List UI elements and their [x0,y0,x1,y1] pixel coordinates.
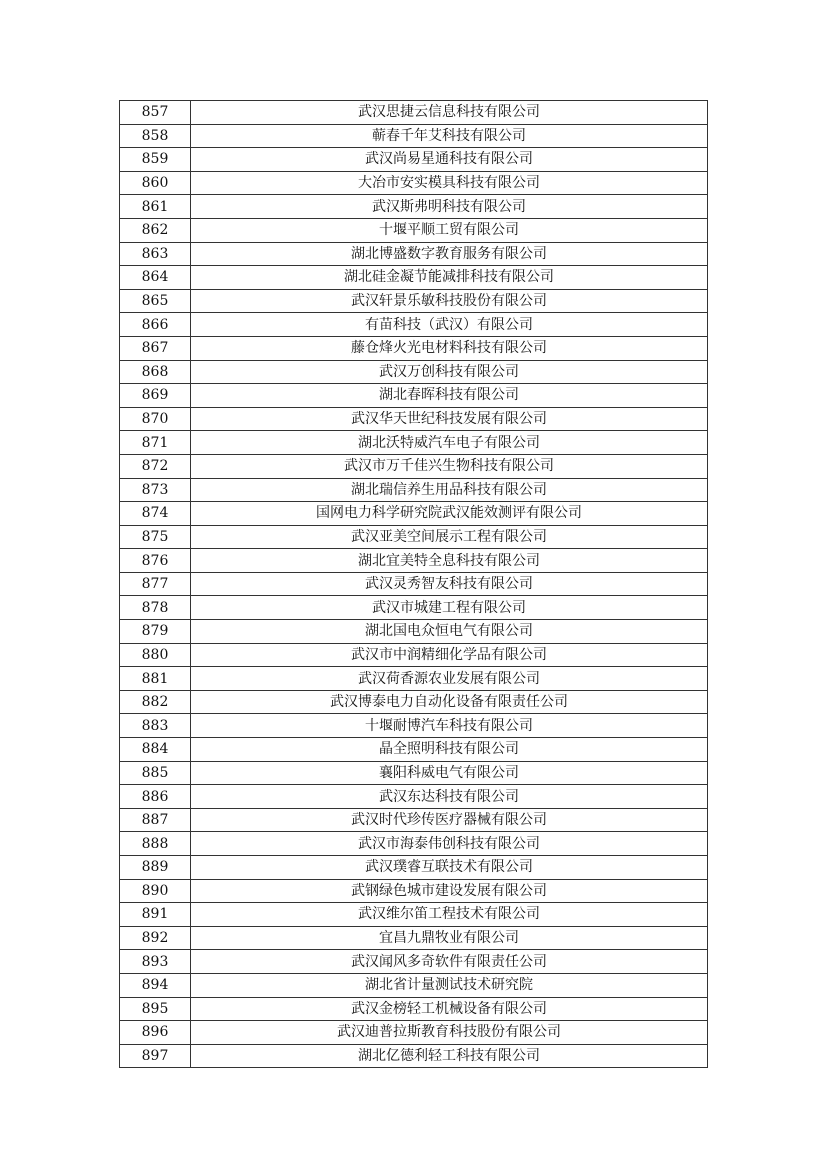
table-row [120,101,708,125]
company-name: 藤仓烽火光电材料科技有限公司 [191,336,708,360]
row-number: 877 [120,572,191,596]
company-name: 武汉尚易星通科技有限公司 [191,148,708,172]
company-name: 武汉市海泰伟创科技有限公司 [191,832,708,856]
row-number: 870 [120,407,191,431]
row-number: 862 [120,218,191,242]
company-name: 湖北瑞信养生用品科技有限公司 [191,478,708,502]
company-name: 武汉迪普拉斯教育科技股份有限公司 [191,1021,708,1045]
table-row [120,478,708,502]
table-row [120,454,708,478]
company-name: 武汉荷香源农业发展有限公司 [191,667,708,691]
row-number: 879 [120,620,191,644]
table-body [120,101,708,1068]
row-number: 884 [120,738,191,762]
table-row [120,124,708,148]
table-row [120,289,708,313]
company-name: 武汉斯弗明科技有限公司 [191,195,708,219]
table-row [120,832,708,856]
row-number: 876 [120,549,191,573]
row-number: 867 [120,336,191,360]
table-row [120,407,708,431]
row-number: 893 [120,950,191,974]
row-number: 887 [120,808,191,832]
company-name: 有苗科技（武汉）有限公司 [191,313,708,337]
row-number: 885 [120,761,191,785]
company-name: 湖北硅金凝节能减排科技有限公司 [191,266,708,290]
company-name: 武汉东达科技有限公司 [191,785,708,809]
table-row [120,808,708,832]
table-row [120,620,708,644]
row-number: 892 [120,926,191,950]
company-name: 武汉灵秀智友科技有限公司 [191,572,708,596]
row-number: 882 [120,690,191,714]
table-row [120,1044,708,1068]
table-row [120,926,708,950]
table-row [120,950,708,974]
company-list-table [119,100,708,1068]
table-row [120,195,708,219]
row-number: 888 [120,832,191,856]
company-name: 宜昌九鼎牧业有限公司 [191,926,708,950]
company-name: 武汉博泰电力自动化设备有限责任公司 [191,690,708,714]
company-name: 湖北春晖科技有限公司 [191,384,708,408]
table-row [120,242,708,266]
table-row [120,266,708,290]
row-number: 869 [120,384,191,408]
company-name: 武汉璞睿互联技术有限公司 [191,856,708,880]
table-row [120,1021,708,1045]
table-row [120,879,708,903]
company-name: 襄阳科威电气有限公司 [191,761,708,785]
table-row [120,714,708,738]
row-number: 878 [120,596,191,620]
table-row [120,997,708,1021]
table-row [120,761,708,785]
company-name: 湖北省计量测试技术研究院 [191,973,708,997]
table-row [120,148,708,172]
row-number: 873 [120,478,191,502]
table-row [120,690,708,714]
company-name: 湖北国电众恒电气有限公司 [191,620,708,644]
table-row [120,856,708,880]
row-number: 858 [120,124,191,148]
table-row [120,171,708,195]
row-number: 859 [120,148,191,172]
company-name: 十堰耐博汽车科技有限公司 [191,714,708,738]
table-row [120,667,708,691]
row-number: 880 [120,643,191,667]
company-name: 蕲春千年艾科技有限公司 [191,124,708,148]
table-row [120,384,708,408]
company-name: 武汉轩景乐敏科技股份有限公司 [191,289,708,313]
table-row [120,572,708,596]
table-row [120,336,708,360]
table-row [120,643,708,667]
company-name: 武汉市中润精细化学品有限公司 [191,643,708,667]
table-row [120,360,708,384]
company-name: 武汉时代珍传医疗器械有限公司 [191,808,708,832]
company-name: 武汉闻风多奇软件有限责任公司 [191,950,708,974]
row-number: 889 [120,856,191,880]
company-name: 国网电力科学研究院武汉能效测评有限公司 [191,502,708,526]
table-row [120,903,708,927]
row-number: 890 [120,879,191,903]
row-number: 865 [120,289,191,313]
row-number: 896 [120,1021,191,1045]
company-name: 湖北宜美特全息科技有限公司 [191,549,708,573]
table-row [120,785,708,809]
company-name: 大冶市安实模具科技有限公司 [191,171,708,195]
table-row [120,525,708,549]
row-number: 868 [120,360,191,384]
table-row [120,596,708,620]
table-row [120,549,708,573]
row-number: 895 [120,997,191,1021]
table-row [120,502,708,526]
company-name: 湖北博盛数字教育服务有限公司 [191,242,708,266]
row-number: 891 [120,903,191,927]
company-name: 武汉金榜轻工机械设备有限公司 [191,997,708,1021]
row-number: 871 [120,431,191,455]
row-number: 883 [120,714,191,738]
table-row [120,431,708,455]
row-number: 894 [120,973,191,997]
company-name: 武汉维尔笛工程技术有限公司 [191,903,708,927]
row-number: 857 [120,101,191,125]
row-number: 886 [120,785,191,809]
row-number: 864 [120,266,191,290]
company-name: 武钢绿色城市建设发展有限公司 [191,879,708,903]
company-name: 湖北亿德利轻工科技有限公司 [191,1044,708,1068]
row-number: 874 [120,502,191,526]
row-number: 881 [120,667,191,691]
company-name: 武汉亚美空间展示工程有限公司 [191,525,708,549]
company-name: 武汉市城建工程有限公司 [191,596,708,620]
row-number: 863 [120,242,191,266]
company-name: 十堰平顺工贸有限公司 [191,218,708,242]
row-number: 866 [120,313,191,337]
company-name: 武汉万创科技有限公司 [191,360,708,384]
row-number: 872 [120,454,191,478]
row-number: 860 [120,171,191,195]
company-name: 武汉华天世纪科技发展有限公司 [191,407,708,431]
table-row [120,738,708,762]
company-name: 武汉思捷云信息科技有限公司 [191,101,708,125]
table-row [120,218,708,242]
row-number: 897 [120,1044,191,1068]
company-name: 湖北沃特威汽车电子有限公司 [191,431,708,455]
table-row [120,313,708,337]
row-number: 861 [120,195,191,219]
table-row [120,973,708,997]
row-number: 875 [120,525,191,549]
company-name: 武汉市万千佳兴生物科技有限公司 [191,454,708,478]
company-name: 晶全照明科技有限公司 [191,738,708,762]
